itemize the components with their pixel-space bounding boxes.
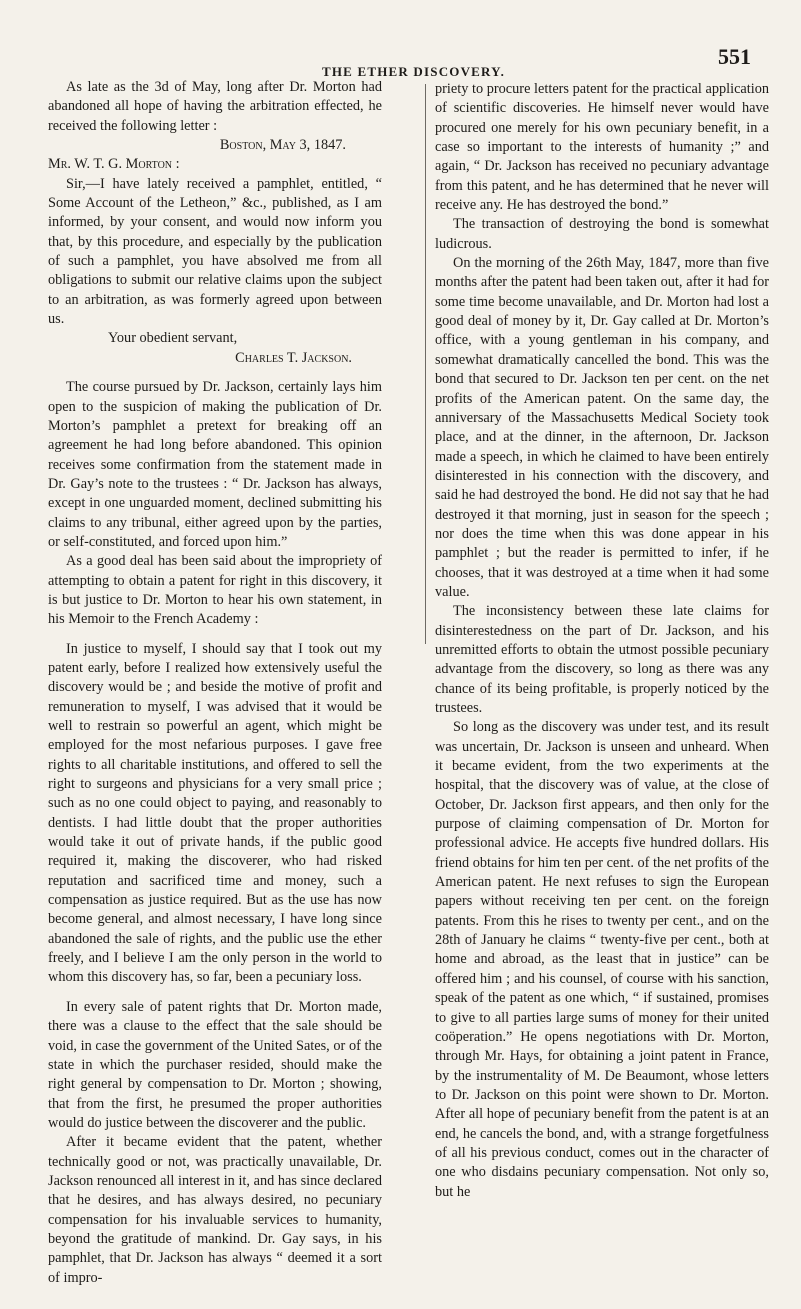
paragraph: So long as the discovery was under test, and its result was uncertain, Dr. Jackson is unseen and unheard. When it became evident, from the two experiments at the hospital, that the discovery was of value, at the close of October, Dr. Jackson first appears, and then only for the purpose of claiming compensation of Dr. Morton for professional advice. He accepts five hundred dollars. His friend obtains for him ten per cent. of the net profits of the American patent. He next refuses to sign the European papers without receiving ten per cent. on the foreign patents. From this he rises to twenty per cent., and on the 28th of January he claims “ twenty-five per cent., both at home and abroad, as the least that in justice” can be offered him ; and his counsel, of course with his sanction, speak of the patent as one which, “ if sustained, promises to give to all parties large sums of money for their united coöperation.” He opens negotiations with Dr. Morton, through Mr. Hays, for obtaining a joint patent in France, by the instrumentality of M. De Beaumont, whose letters to Dr. Jackson on this point were shown to Dr. Morton. After all hope of pecuniary benefit from the patent is at an end, he cancels the bond, and, with a strange forgetfulness of all his previous conduct, comes out in the character of one who disdains pecuniary compensation. Not only so, but he [435, 719, 769, 1200]
letter-body: Sir,—I have lately received a pamphlet, entitled, “ Some Account of the Letheon,” &c., published, as I am informed, by your consent, and would now inform you that, by this procedure, and especially by the publication of such a pamphlet, you have absolved me from all obligations to submit our relative claims upon the subject to an arbitration, as was formerly agreed upon between us. [48, 175, 382, 328]
paragraph: After it became evident that the patent, whether technically good or not, was practically unavailable, Dr. Jackson renounced all interest in it, and has since declared that he desires, and has always desired, no pecuniary compensation for his invaluable services to humanity, beyond the gratitude of mankind. Dr. Gay says, in his pamphlet, that Dr. Jackson has always “ deemed it a sort of impro- [48, 1134, 382, 1286]
right-column [435, 80, 769, 1202]
paragraph: As a good deal has been said about the impropriety of attempting to obtain a patent for right in this discovery, it is but justice to Dr. Morton to hear his own statement, in his Memoir to the French Academy : [48, 553, 382, 628]
paragraph: The course pursued by Dr. Jackson, certainly lays him open to the suspicion of making the publication of Dr. Morton’s pamphlet a pretext for breaking off an agreement he had long before abandoned. This opinion receives some confirmation from the statement made in Dr. Gay’s note to the trustees : “ Dr. Jackson has always, except in one unguarded moment, declined submitting his claims to any tribunal, either agreed upon by the parties, or self-constituted, and forced upon him.” [48, 379, 382, 550]
paragraph: priety to procure letters patent for the practical application of scientific discoveries. He himself never would have procured one merely for his own pecuniary benefit, in a case so important to the interests of humanity ;” and again, “ Dr. Jackson has received no pecuniary advantage from this patent, and he has determined that he never will receive any. He has destroyed the bond.” [435, 81, 769, 214]
running-head: THE ETHER DISCOVERY. [321, 64, 506, 79]
letter-address: Mr. W. T. G. Morton : [48, 156, 180, 173]
spacer [48, 988, 382, 998]
letter-signature: Charles T. Jackson. [235, 349, 352, 366]
letter-place-date: Boston, May 3, 1847. [219, 137, 346, 154]
spacer [48, 368, 382, 378]
memoir-quote: In justice to myself, I should say that I took out my patent early, before I realized how extensively useful the discovery would be ; and beside the motive of profit and remuneration to myself, I was advised that it would be well to restrain so powerful an agent, which might be employed for the most nefarious purposes. I gave free rights to all charitable institutions, and offered to sell the right to surgeons and physicians for a very small price ; such as no one could object to paying, and reasonably to dentists. I had little doubt that the proper authorities would take it out of private hands, if the public good required it, making the discoverer, who had risked reputation and sacrificed time and money, such a compensation as justice required. But as the use has now become general, and almost necessary, I have long since abandoned the sale of rights, and the public use the ether freely, and I believe I am the only person in the world to whom this discovery has, so far, been a pecuniary loss. [48, 640, 382, 986]
paragraph: On the morning of the 26th May, 1847, more than five months after the patent had been taken out, after it had for some time become unavailable, and Dr. Morton had lost a good deal of money by it, Dr. Gay called at Dr. Morton’s office, with a young gentleman in his company, and somewhat dramatically cancelled the bond. This was the bond that secured to Dr. Jackson ten per cent. on the net profits of the American patent. On the same day, the anniversary of the Massachusetts Medical Society took place, and at the dinner, in the afternoon, Dr. Jackson made a speech, in which he claimed to have been entirely disinterested in his connection with the discovery, and said he had destroyed the bond. He did not say that he had destroyed it that morning, just in season for the speech ; nor does the time when this was done appear in his pamphlet ; but the reader is permitted to infer, if he chooses, that it was destroyed at a time when it had some value. [435, 255, 769, 600]
jackson-letter [48, 136, 382, 368]
left-column [48, 78, 382, 1288]
page-number: 551 [718, 44, 751, 69]
column-divider [425, 84, 426, 644]
spacer [48, 630, 382, 640]
paragraph: The inconsistency between these late claims for disinterestedness on the part of Dr. Jackson, and his unremitted efforts to obtain the utmost possible pecuniary advantage from the discovery, so long as there was any chance of its being profitable, is properly noticed by the trustees. [435, 603, 769, 716]
letter-closing: Your obedient servant, [108, 330, 238, 347]
patent-clause-paragraph: In every sale of patent rights that Dr. Morton made, there was a clause to the effect that the sale should be void, in case the government of the United Sates, or of the state in which the purchaser resided, should make the right general by compensation to Dr. Morton ; showing, that from the first, he presumed the proper authorities would do justice between the discoverer and the public. [48, 998, 382, 1131]
intro-paragraph: As late as the 3d of May, long after Dr. Morton had abandoned all hope of having the arbitration effected, he received the following letter : [48, 79, 382, 134]
paragraph: The transaction of destroying the bond is somewhat ludicrous. [435, 216, 769, 252]
